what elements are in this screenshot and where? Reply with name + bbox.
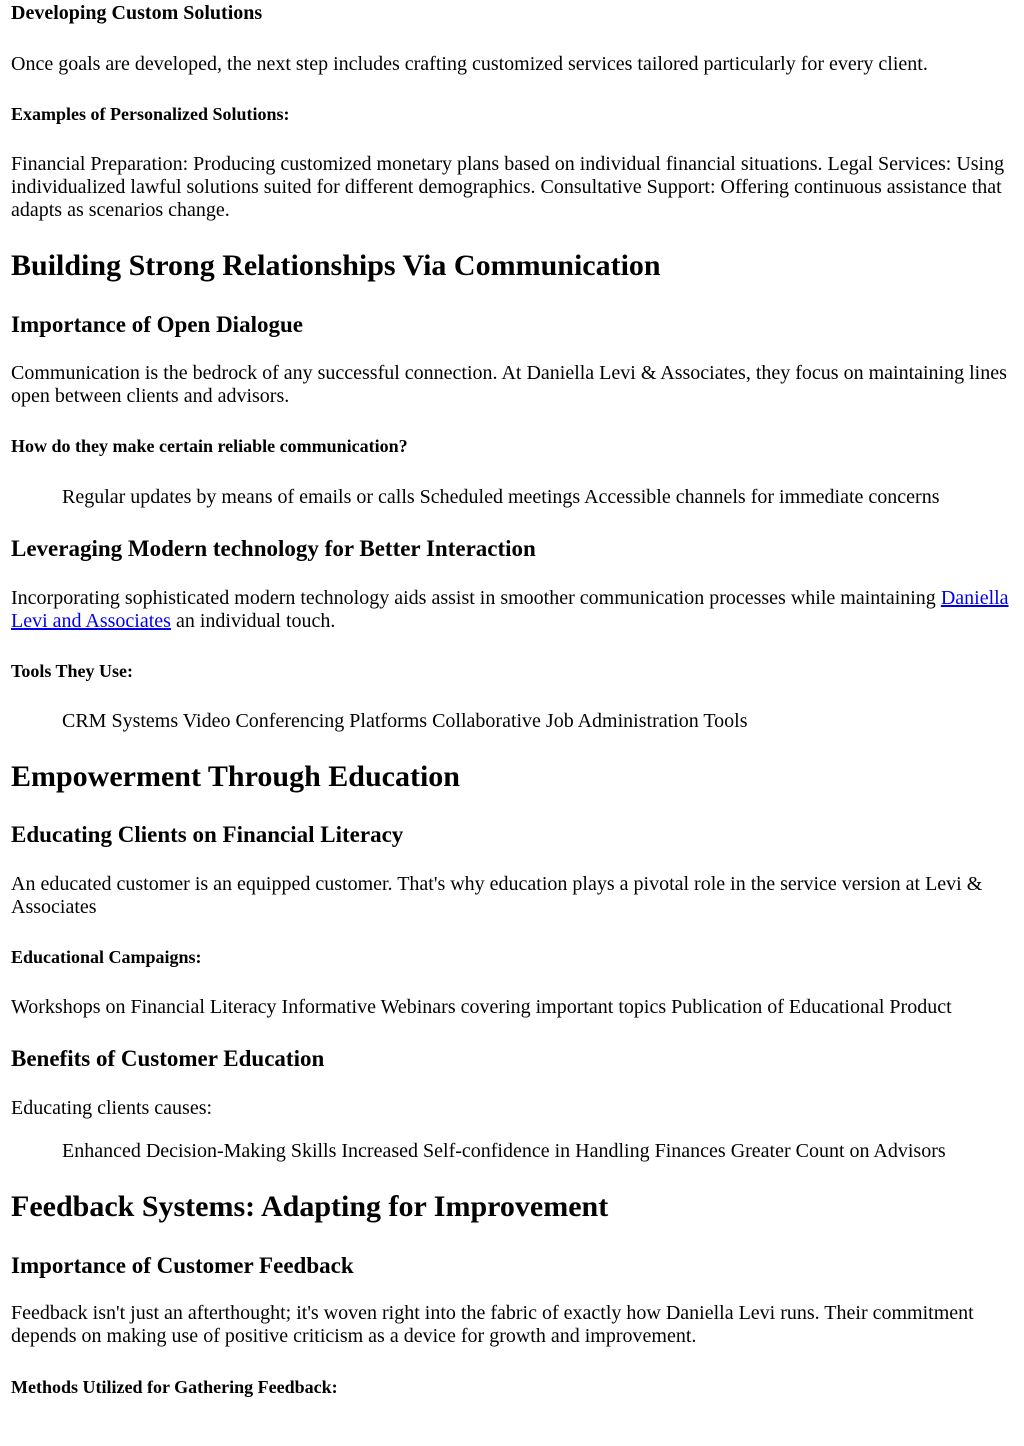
heading-feedback-systems: Feedback Systems: Adapting for Improvement [11,1190,609,1223]
paragraph-financial-literacy: An educated customer is an equipped customer. That's why education plays a pivotal role in the service version at Levi & Associates [11,873,983,918]
paragraph-custom-intro: Once goals are developed, the next step includes crafting customized services tailored particularly for every client. [11,53,928,75]
paragraph-customer-feedback: Feedback isn't just an afterthought; it's woven right into the fabric of exactly how Daniella Levi runs. Their commitment depends on making use of positive criticism as a device for growth and improvement. [11,1302,974,1347]
heading-reliable-communication: How do they make certain reliable communication? [11,436,408,456]
heading-customer-feedback: Importance of Customer Feedback [11,1253,354,1278]
paragraph-technology [11,587,1013,633]
heading-leveraging-technology: Leveraging Modern technology for Better Interaction [11,536,536,561]
list-benefits: Enhanced Decision-Making Skills Increased Self-confidence in Handling Finances Greater Count on Advisors [62,1140,946,1162]
heading-open-dialogue: Importance of Open Dialogue [11,312,303,337]
heading-tools: Tools They Use: [11,661,134,681]
heading-educational-campaigns: Educational Campaigns: [11,947,202,967]
paragraph-campaigns: Workshops on Financial Literacy Informative Webinars covering important topics Publication of Educational Product [11,996,952,1018]
heading-empowerment: Empowerment Through Education [11,760,460,793]
paragraph-examples: Financial Preparation: Producing customized monetary plans based on individual financial situations. Legal Services: Using individualized lawful solutions suited for different demographics. Consultative Support: Offering continuous assistance that adapts as scenarios change. [11,153,1005,221]
heading-examples: Examples of Personalized Solutions: [11,104,290,124]
heading-building-relationships: Building Strong Relationships Via Communication [11,249,661,282]
daniella-levi-link[interactable]: Daniella Levi and Associates [11,587,1009,632]
paragraph-benefits-intro: Educating clients causes: [11,1097,213,1119]
heading-feedback-methods: Methods Utilized for Gathering Feedback: [11,1377,338,1397]
list-reliable-communication: Regular updates by means of emails or calls Scheduled meetings Accessible channels for immediate concerns [62,486,940,508]
heading-benefits: Benefits of Customer Education [11,1046,325,1071]
heading-developing-custom-solutions: Developing Custom Solutions [11,2,263,24]
list-tools: CRM Systems Video Conferencing Platforms Collaborative Job Administration Tools [62,710,748,732]
heading-financial-literacy: Educating Clients on Financial Literacy [11,822,404,847]
paragraph-open-dialogue: Communication is the bedrock of any successful connection. At Daniella Levi & Associates, they focus on maintaining lines open between clients and advisors. [11,362,1007,407]
technology-text-after: an individual touch. [170,610,336,632]
technology-text-before: Incorporating sophisticated modern technology aids assist in smoother communication processes while maintaining [11,587,936,609]
